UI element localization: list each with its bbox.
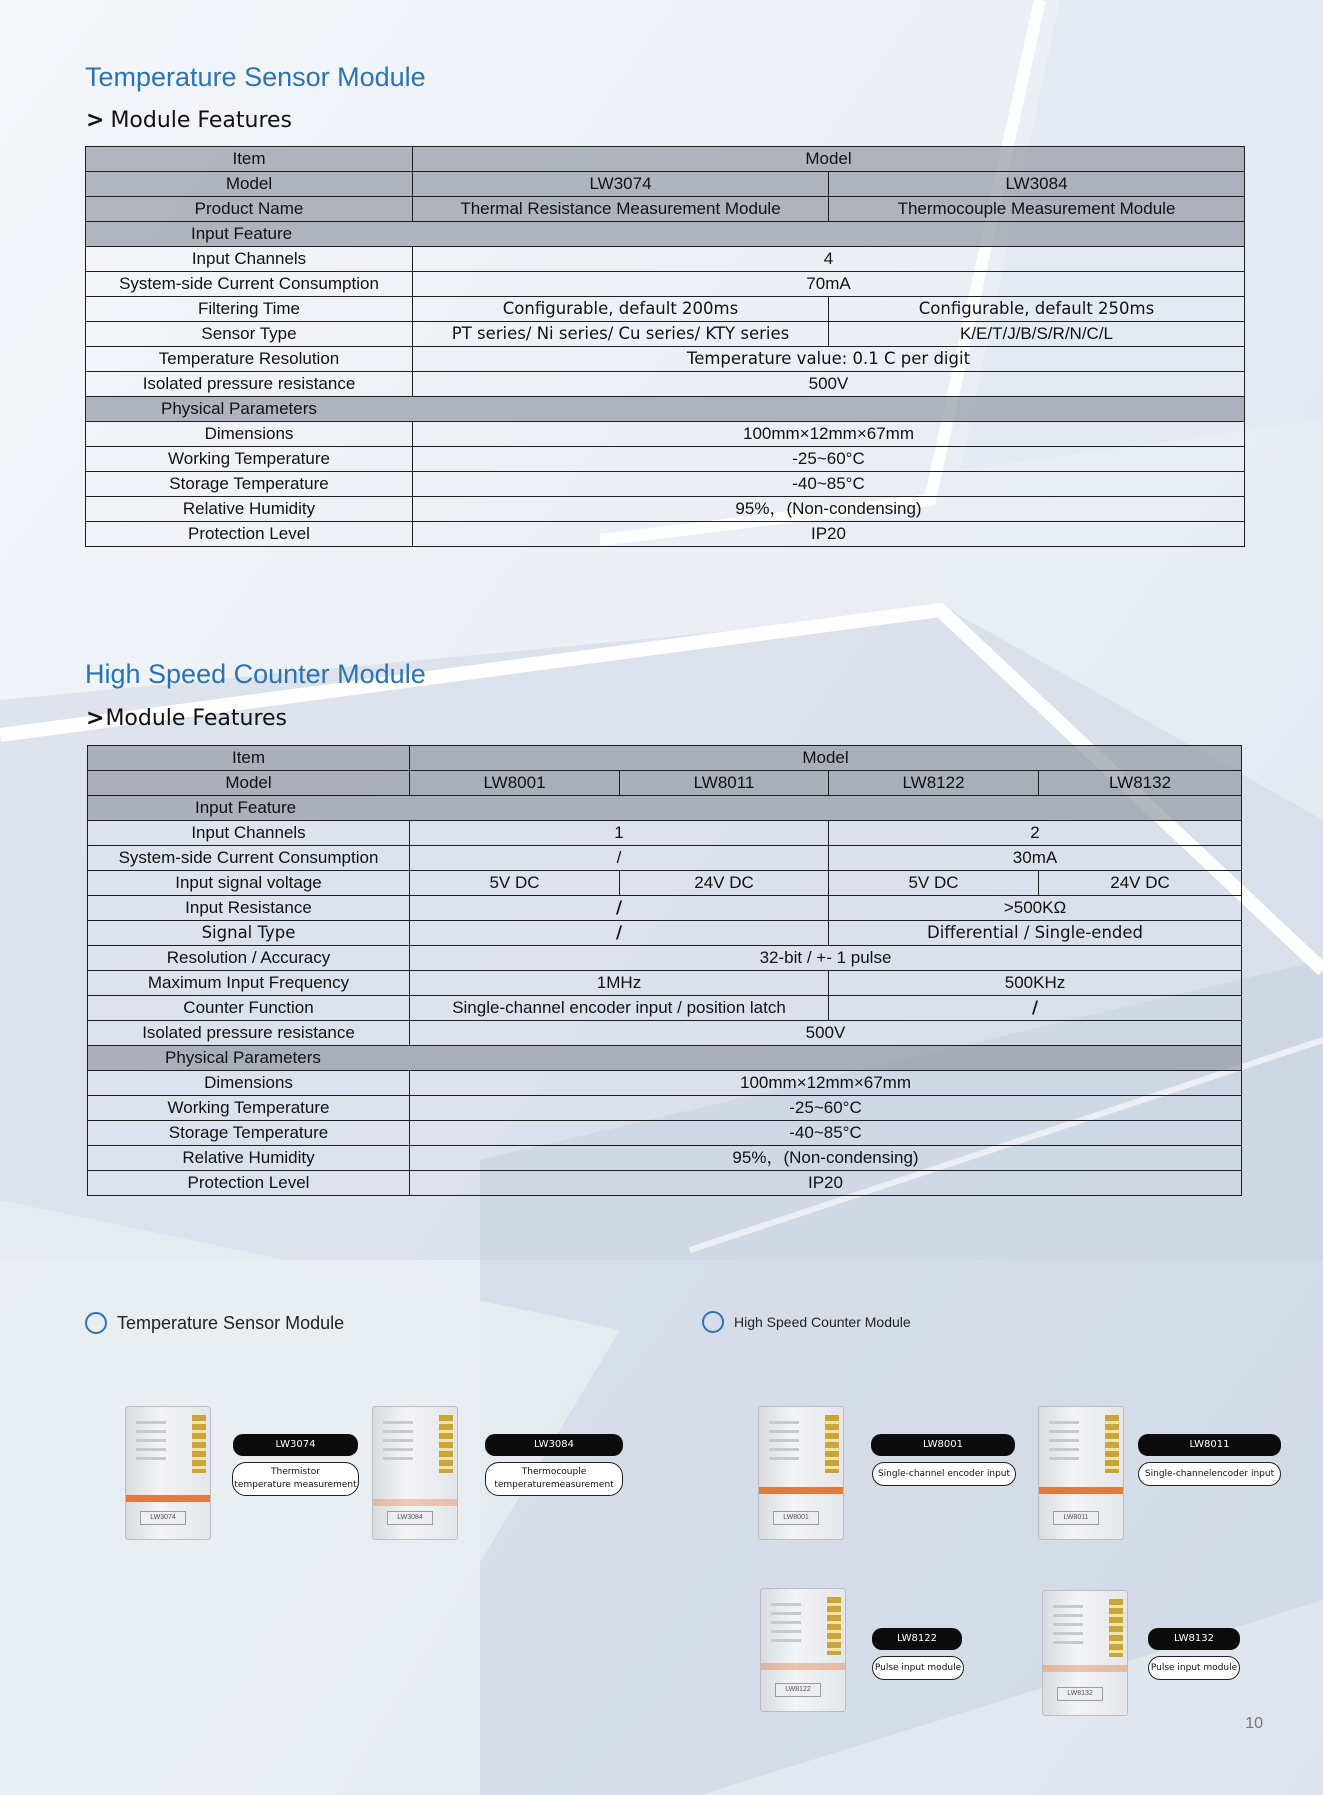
group-header: Input Feature	[88, 796, 1242, 821]
cell: Input Channels	[88, 821, 410, 846]
module-plate: LW3084	[387, 1511, 433, 1525]
cell: Single-channel encoder input / position latch	[410, 996, 829, 1021]
cell: Isolated pressure resistance	[88, 1021, 410, 1046]
description-line: Thermistor	[271, 1467, 320, 1477]
table-row	[86, 247, 1245, 272]
temp-subtitle	[86, 108, 292, 133]
cell: /	[829, 996, 1242, 1021]
table-row	[86, 472, 1245, 497]
cell: LW8011	[620, 771, 829, 796]
module-image	[760, 1588, 846, 1712]
cell: Thermocouple Measurement Module	[829, 197, 1245, 222]
temp-spec-table	[85, 146, 1245, 547]
cell: -40~85°C	[410, 1121, 1242, 1146]
cell: Protection Level	[86, 522, 413, 547]
cell: 500KHz	[829, 971, 1242, 996]
cell: Temperature Resolution	[86, 347, 413, 372]
cell: 500V	[410, 1021, 1242, 1046]
model-pill: LW8122	[872, 1628, 962, 1650]
cell: 5V DC	[410, 871, 620, 896]
table-row	[88, 921, 1242, 946]
cell: Model	[410, 746, 1242, 771]
counter-gallery-heading	[702, 1311, 911, 1333]
module-image	[1042, 1590, 1128, 1716]
table-row	[88, 946, 1242, 971]
cell: 95%，(Non-condensing)	[410, 1146, 1242, 1171]
table-row	[88, 971, 1242, 996]
group-header: Physical Parameters	[88, 1046, 1242, 1071]
cell: System-side Current Consumption	[88, 846, 410, 871]
cell: PT series/ Ni series/ Cu series/ KTY series	[413, 322, 829, 347]
table-row	[88, 996, 1242, 1021]
cell: LW8001	[410, 771, 620, 796]
counter-spec-table	[87, 745, 1242, 1196]
cell: Working Temperature	[88, 1096, 410, 1121]
cell: Relative Humidity	[86, 497, 413, 522]
model-pill: LW8132	[1148, 1628, 1240, 1650]
cell: Model	[413, 147, 1245, 172]
cell: 2	[829, 821, 1242, 846]
cell: 100mm×12mm×67mm	[410, 1071, 1242, 1096]
cell: 1MHz	[410, 971, 829, 996]
model-description	[232, 1462, 359, 1496]
cell: Resolution / Accuracy	[88, 946, 410, 971]
table-row	[86, 197, 1245, 222]
cell: 100mm×12mm×67mm	[413, 422, 1245, 447]
table-row	[88, 871, 1242, 896]
cell: Input signal voltage	[88, 871, 410, 896]
model-pill: LW3084	[485, 1434, 623, 1456]
table-row	[86, 272, 1245, 297]
table-row	[86, 422, 1245, 447]
table-row	[88, 1171, 1242, 1196]
module-image	[758, 1406, 844, 1540]
cell: Differential / Single-ended	[829, 921, 1242, 946]
model-pill: LW8011	[1138, 1434, 1281, 1456]
cell: Item	[88, 746, 410, 771]
arrow-icon: >	[86, 108, 105, 133]
model-description	[485, 1462, 623, 1496]
cell: Model	[88, 771, 410, 796]
cell: IP20	[410, 1171, 1242, 1196]
cell: Item	[86, 147, 413, 172]
cell: Input Resistance	[88, 896, 410, 921]
table-row	[88, 1071, 1242, 1096]
cell: LW8132	[1039, 771, 1242, 796]
cell: Signal Type	[88, 921, 410, 946]
cell: Thermal Resistance Measurement Module	[413, 197, 829, 222]
table-row	[86, 297, 1245, 322]
cell: 4	[413, 247, 1245, 272]
module-image	[125, 1406, 211, 1540]
cell: 32-bit / +- 1 pulse	[410, 946, 1242, 971]
cell: Input Channels	[86, 247, 413, 272]
cell: -25~60°C	[410, 1096, 1242, 1121]
counter-subtitle	[86, 706, 287, 731]
cell: Dimensions	[88, 1071, 410, 1096]
page-number: 10	[1245, 1715, 1263, 1732]
module-plate: LW8132	[1057, 1687, 1103, 1701]
cell: /	[410, 921, 829, 946]
table-row	[88, 1121, 1242, 1146]
cell: Dimensions	[86, 422, 413, 447]
circle-icon	[702, 1311, 724, 1333]
cell: LW8122	[829, 771, 1039, 796]
temp-gallery-label: Temperature Sensor Module	[117, 1312, 345, 1333]
counter-section-title: High Speed Counter Module	[85, 659, 426, 689]
group-header: Physical Parameters	[86, 397, 1245, 422]
cell: Product Name	[86, 197, 413, 222]
cell: 95%，(Non-condensing)	[413, 497, 1245, 522]
table-row	[86, 397, 1245, 422]
table-row	[88, 1046, 1242, 1071]
cell: IP20	[413, 522, 1245, 547]
cell: Model	[86, 172, 413, 197]
cell: 500V	[413, 372, 1245, 397]
group-header: Input Feature	[86, 222, 1245, 247]
cell: Sensor Type	[86, 322, 413, 347]
arrow-icon: >	[86, 706, 105, 731]
cell: 30mA	[829, 846, 1242, 871]
temp-gallery-heading	[85, 1312, 344, 1334]
table-row	[88, 846, 1242, 871]
cell: Temperature value: 0.1 C per digit	[413, 347, 1245, 372]
cell: Isolated pressure resistance	[86, 372, 413, 397]
cell: 24V DC	[1039, 871, 1242, 896]
cell: Storage Temperature	[88, 1121, 410, 1146]
module-image	[372, 1406, 458, 1540]
table-row	[86, 522, 1245, 547]
cell: 24V DC	[620, 871, 829, 896]
table-row	[88, 771, 1242, 796]
model-pill: LW3074	[233, 1434, 358, 1456]
cell: -40~85°C	[413, 472, 1245, 497]
cell: Counter Function	[88, 996, 410, 1021]
cell: Configurable, default 200ms	[413, 297, 829, 322]
cell: 5V DC	[829, 871, 1039, 896]
counter-gallery-label: High Speed Counter Module	[734, 1314, 911, 1330]
module-plate: LW8122	[775, 1683, 821, 1697]
cell: >500KΩ	[829, 896, 1242, 921]
temp-section-title: Temperature Sensor Module	[85, 62, 426, 92]
cell: Protection Level	[88, 1171, 410, 1196]
table-row	[86, 172, 1245, 197]
table-row	[88, 1146, 1242, 1171]
table-row	[86, 447, 1245, 472]
cell: K/E/T/J/B/S/R/N/C/L	[829, 322, 1245, 347]
table-row	[88, 746, 1242, 771]
model-description: Single-channelencoder input	[1138, 1462, 1281, 1486]
circle-icon	[85, 1312, 107, 1334]
counter-subtitle-label: Module Features	[105, 706, 288, 731]
table-row	[88, 896, 1242, 921]
cell: 1	[410, 821, 829, 846]
table-row	[88, 821, 1242, 846]
cell: /	[410, 846, 829, 871]
model-description: Pulse input module	[1148, 1656, 1240, 1680]
cell: Maximum Input Frequency	[88, 971, 410, 996]
table-row	[88, 796, 1242, 821]
cell: -25~60°C	[413, 447, 1245, 472]
cell: 70mA	[413, 272, 1245, 297]
module-plate: LW8011	[1053, 1511, 1099, 1525]
table-row	[86, 147, 1245, 172]
cell: Storage Temperature	[86, 472, 413, 497]
module-plate: LW8001	[773, 1511, 819, 1525]
cell: Configurable, default 250ms	[829, 297, 1245, 322]
temp-subtitle-label: Module Features	[110, 108, 293, 133]
description-line: temperature measurement	[234, 1480, 357, 1490]
module-plate: LW3074	[140, 1511, 186, 1525]
table-row	[86, 372, 1245, 397]
model-description: Single-channel encoder input	[872, 1462, 1016, 1486]
model-description: Pulse input module	[872, 1656, 964, 1680]
table-row	[88, 1096, 1242, 1121]
table-row	[86, 497, 1245, 522]
description-line: Thermocouple	[521, 1467, 587, 1477]
table-row	[86, 347, 1245, 372]
cell: Filtering Time	[86, 297, 413, 322]
module-image	[1038, 1406, 1124, 1540]
cell: LW3084	[829, 172, 1245, 197]
table-row	[86, 222, 1245, 247]
cell: System-side Current Consumption	[86, 272, 413, 297]
table-row	[88, 1021, 1242, 1046]
table-row	[86, 322, 1245, 347]
cell: Working Temperature	[86, 447, 413, 472]
model-pill: LW8001	[871, 1434, 1015, 1456]
cell: Relative Humidity	[88, 1146, 410, 1171]
cell: LW3074	[413, 172, 829, 197]
description-line: temperaturemeasurement	[494, 1480, 614, 1490]
cell: /	[410, 896, 829, 921]
